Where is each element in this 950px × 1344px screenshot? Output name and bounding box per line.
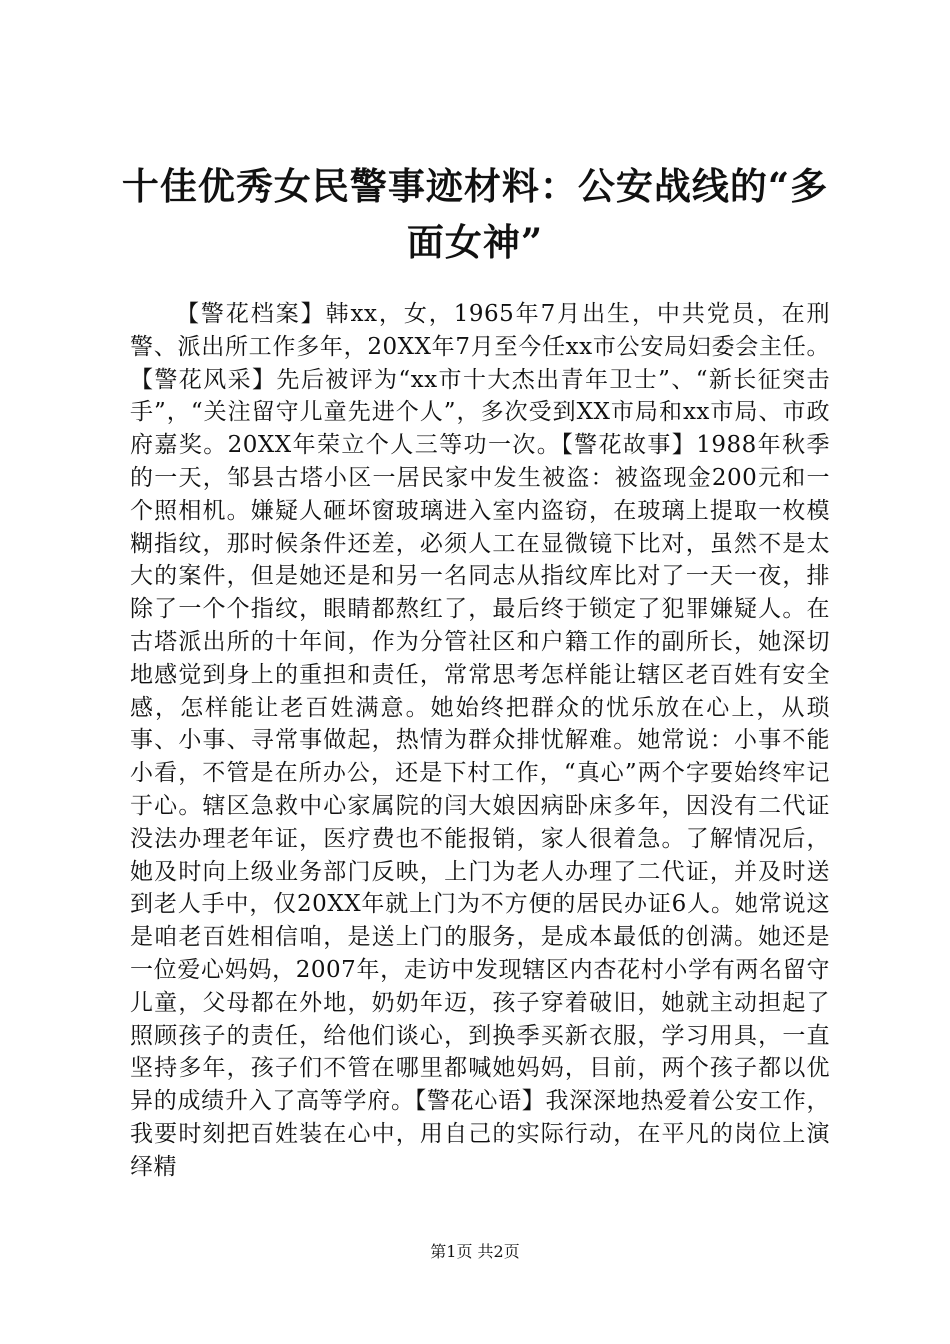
body-paragraph: 【警花档案】韩xx，女，1965年7月出生，中共党员，在刑警、派出所工作多年，20XX年7月至今任xx市公安局妇委会主任。【警花风采】先后被评为“xx市十大杰出青年卫士”、“新长征突击手”，“关注留守儿童先进个人”，多次受到XX市局和xx市局、市政府嘉奖。20XX年荣立个人三等功一次。【警花故事】1988年秋季的一天，邹县古塔小区一居民家中发生被盗：被盗现金200元和一个照相机。嫌疑人砸坏窗玻璃进入室内盗窃，在玻璃上提取一枚模糊指纹，那时候条件还差，必须人工在显微镜下比对，虽然不是太大的案件，但是她还是和另一名同志从指纹库比对了一天一夜，排除了一个个指纹，眼睛都熬红了，最后终于锁定了犯罪嫌疑人。在古塔派出所的十年间，作为分管社区和户籍工作的副所长，她深切地感觉到身上的重担和责任，常常思考怎样能让辖区老百姓有安全感，怎样能让老百姓满意。她始终把群众的忧乐放在心上，从琐事、小事、寻常事做起，热情为群众排忧解难。她常说：小事不能小看，不管是在所办公，还是下村工作，“真心”两个字要始终牢记于心。辖区急救中心家属院的闫大娘因病卧床多年，因没有二代证没法办理老年证，医疗费也不能报销，家人很着急。了解情况后，她及时向上级业务部门反映，上门为老人办理了二代证，并及时送到老人手中，仅20XX年就上门为不方便的居民办证6人。她常说这是咱老百姓相信咱，是送上门的服务，是成本最低的创满。她还是一位爱心妈妈，2007年，走访中发现辖区内杏花村小学有两名留守儿童，父母都在外地，奶奶年迈，孩子穿着破旧，她就主动担起了照顾孩子的责任，给他们谈心，到换季买新衣服，学习用具，一直坚持多年，孩子们不管在哪里都喊她妈妈，目前，两个孩子都以优异的成绩升入了高等学府。【警花心语】我深深地热爱着公安工作，我要时刻把百姓装在心中，用自己的实际行动，在平凡的岗位上演绎精	[130, 301, 830, 1180]
page-number-footer: 第1页 共2页	[430, 1242, 520, 1261]
document-title: 十佳优秀女民警事迹材料：公安战线的“多面女神”	[121, 164, 829, 264]
